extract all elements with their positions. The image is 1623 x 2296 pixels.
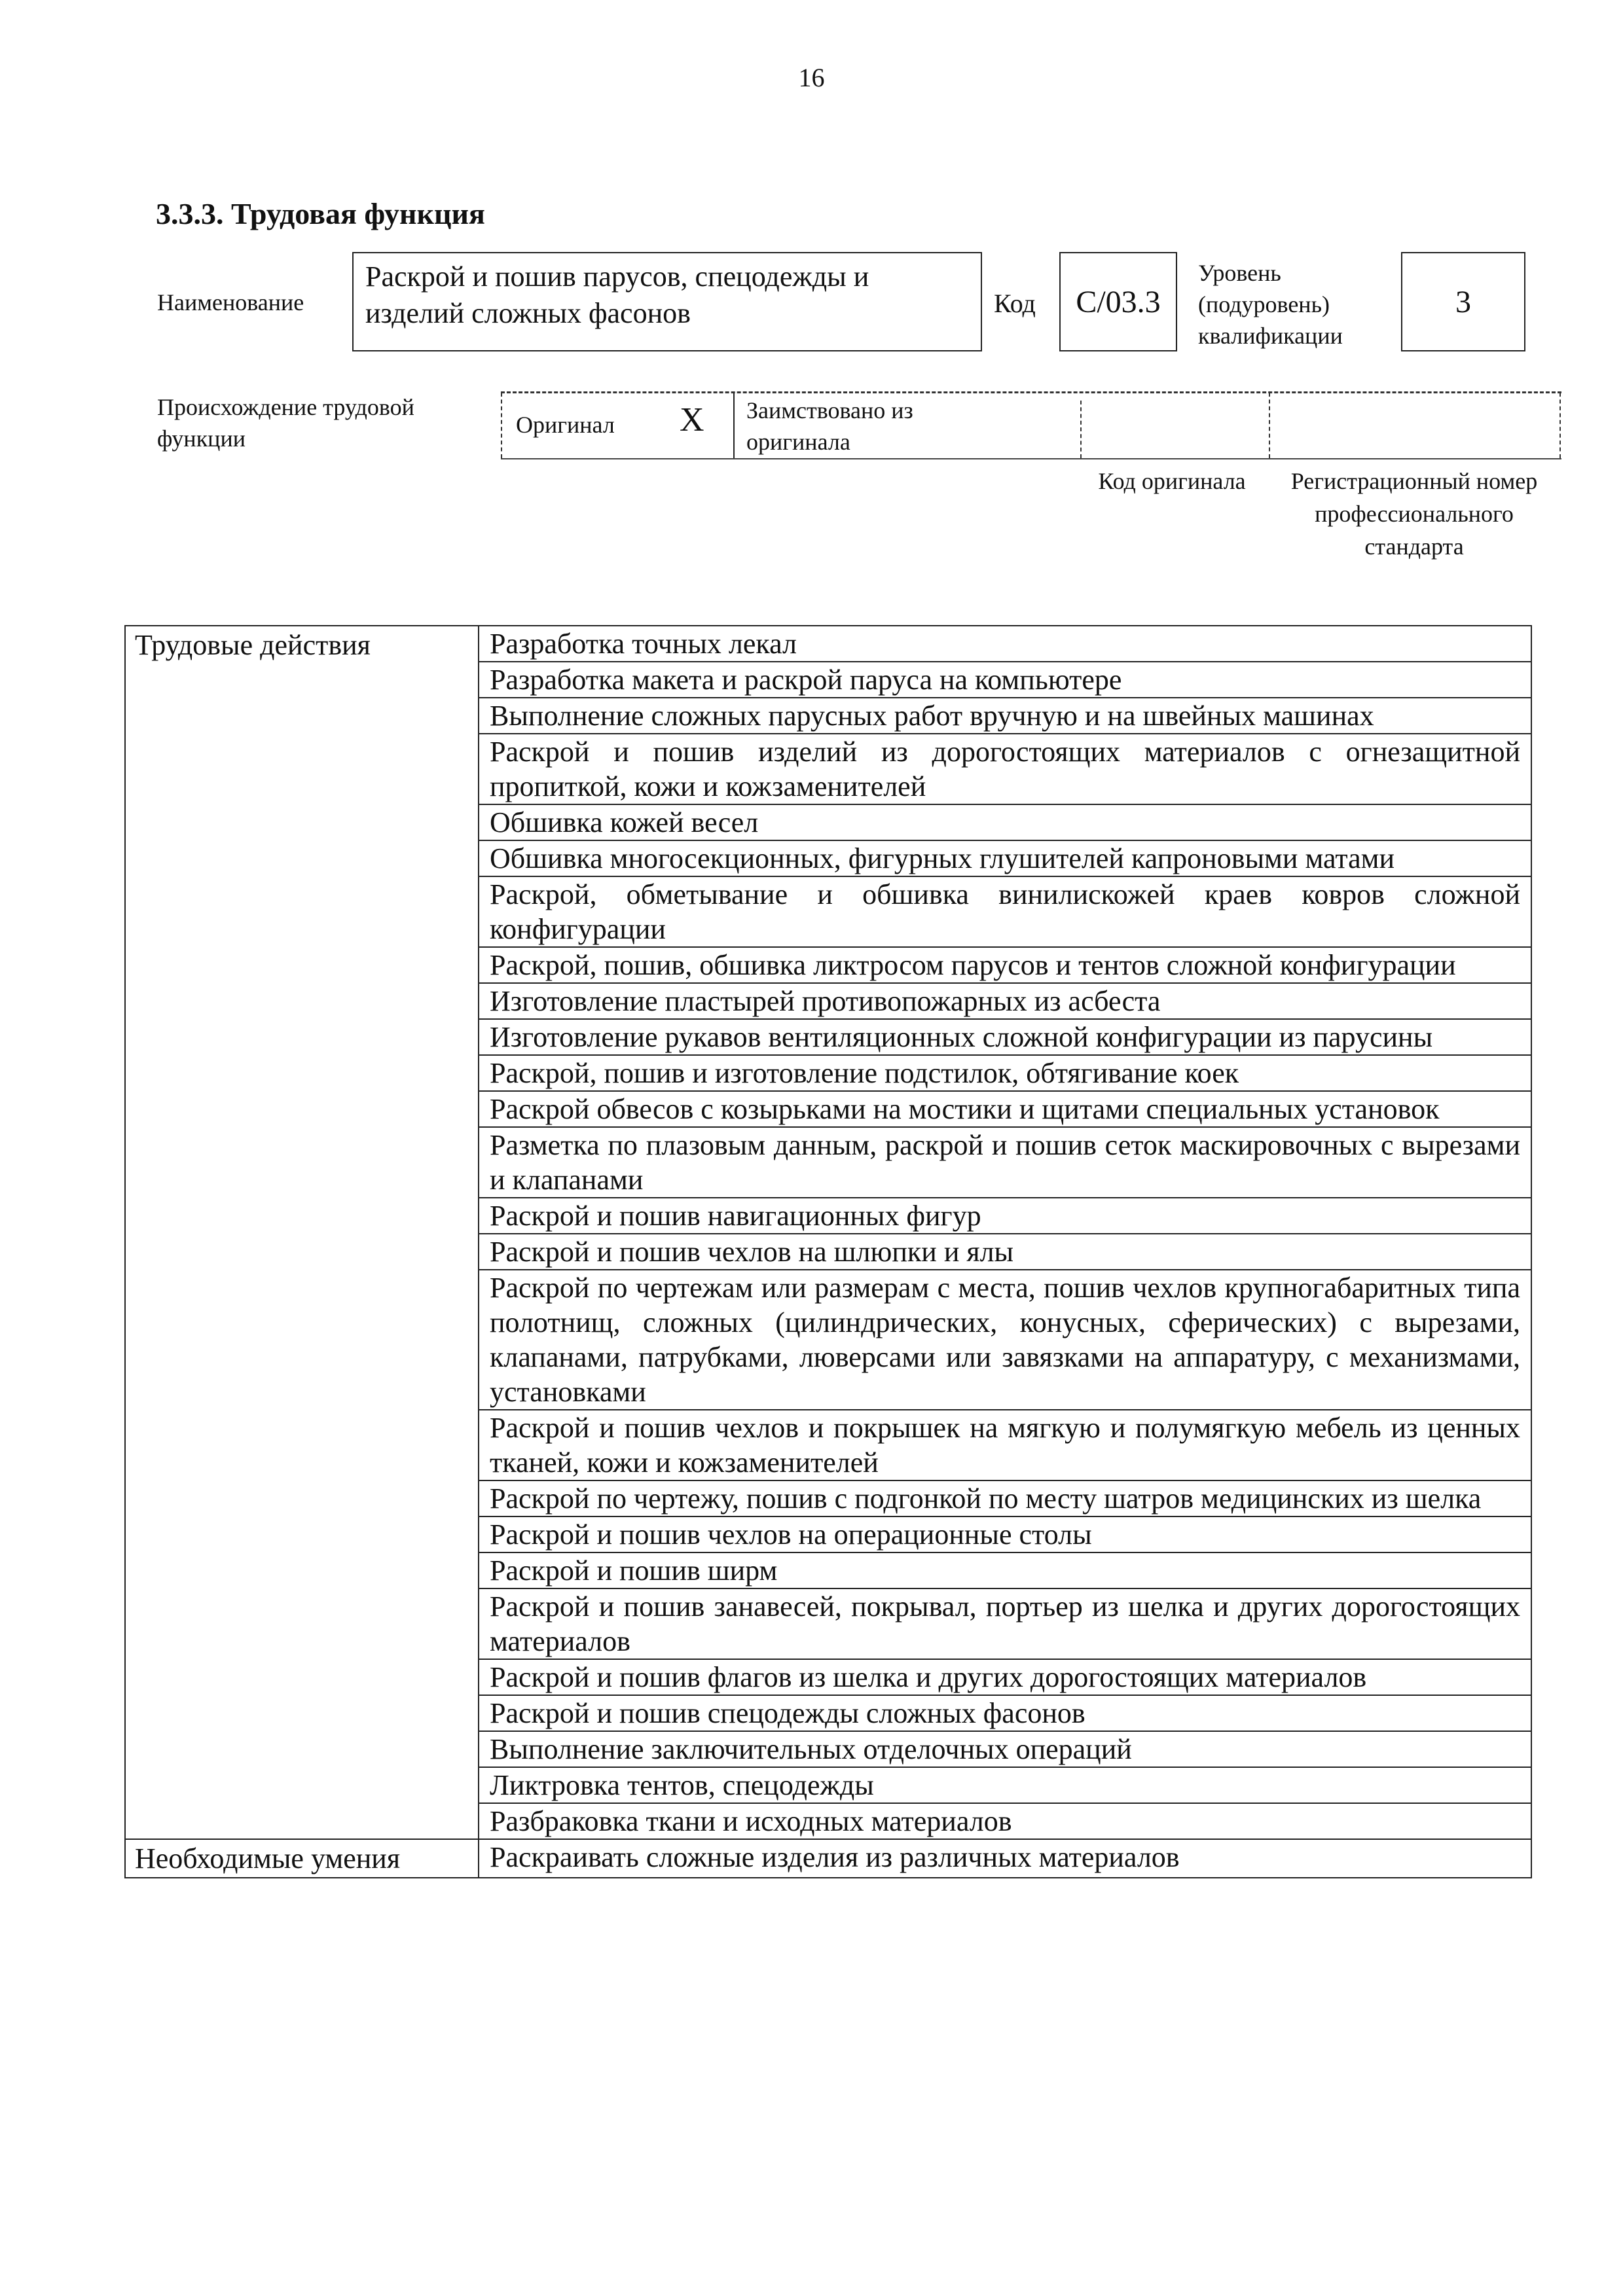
required-skills-item: Раскраивать сложные изделия из различных материалов (479, 1839, 1531, 1878)
labor-actions-item: Раскрой по чертежам или размерам с места, пошив чехлов крупногабаритных типа полотнищ, сложных (цилиндрических, конусных, сферических) с вырезами, клапанами, патрубками, люверсами или завязками на аппаратуру, с механизмами, установками (479, 1270, 1531, 1410)
level-label: Уровень (подуровень) квалификации (1198, 260, 1343, 349)
origin-left-divider (501, 393, 502, 458)
function-name-box (352, 252, 982, 351)
original-code-caption: Код оригинала (1098, 468, 1246, 494)
name-label: Наименование (157, 289, 304, 315)
table-row (125, 626, 1531, 662)
origin-reg-divider (1269, 393, 1270, 458)
original-label: Оригинал (516, 412, 615, 438)
labor-actions-item: Ликтровка тентов, спецодежды (479, 1767, 1531, 1803)
labor-actions-item: Обшивка многосекционных, фигурных глушителей капроновыми матами (479, 840, 1531, 876)
labor-actions-item: Раскрой, пошив, обшивка ликтросом парусов и тентов сложной конфигурации (479, 947, 1531, 983)
labor-actions-item: Раскрой обвесов с козырьками на мостики и щитами специальных установок (479, 1091, 1531, 1127)
labor-actions-item: Раскрой и пошив флагов из шелка и других дорогостоящих материалов (479, 1659, 1531, 1695)
labor-actions-item: Раскрой и пошив спецодежды сложных фасонов (479, 1695, 1531, 1731)
labor-actions-item: Разработка макета и раскрой паруса на компьютере (479, 662, 1531, 698)
origin-right-divider (1559, 393, 1561, 458)
labor-actions-label: Трудовые действия (125, 626, 479, 1839)
labor-actions-item: Раскрой и пошив изделий из дорогостоящих материалов с огнезащитной пропиткой, кожи и кожзаменителей (479, 734, 1531, 804)
reg-number-caption: Регистрационный номер профессионального стандарта (1290, 468, 1538, 560)
function-name-value: Раскрой и пошив парусов, спецодежды и изделий сложных фасонов (365, 260, 869, 329)
code-value: С/03.3 (1076, 284, 1161, 319)
labor-actions-item: Разработка точных лекал (479, 626, 1531, 662)
level-box (1401, 252, 1525, 351)
origin-label: Происхождение трудовой функции (157, 394, 414, 452)
origin-mid-divider (733, 393, 735, 458)
labor-actions-item: Раскрой и пошив ширм (479, 1552, 1531, 1588)
labor-actions-item: Раскрой, пошив и изготовление подстилок, обтягивание коек (479, 1055, 1531, 1091)
original-mark: X (680, 401, 704, 439)
labor-actions-item: Раскрой и пошив чехлов на шлюпки и ялы (479, 1234, 1531, 1270)
code-label: Код (994, 289, 1036, 318)
section-title: 3.3.3. Трудовая функция (156, 197, 485, 230)
labor-actions-item: Раскрой, обметывание и обшивка винилискожей краев ковров сложной конфигурации (479, 876, 1531, 947)
labor-actions-item: Разбраковка ткани и исходных материалов (479, 1803, 1531, 1839)
borrowed-label: Заимствовано из оригинала (746, 397, 913, 455)
labor-actions-item: Разметка по плазовым данным, раскрой и пошив сеток маскировочных с вырезами и клапанами (479, 1127, 1531, 1198)
labor-function-table (124, 625, 1532, 1878)
table-body (125, 626, 1531, 1878)
origin-row-bottom-border (501, 458, 1561, 459)
labor-actions-item: Обшивка кожей весел (479, 804, 1531, 840)
labor-actions-item: Изготовление пластырей противопожарных из асбеста (479, 983, 1531, 1019)
page-number: 16 (798, 63, 825, 92)
level-value: 3 (1455, 284, 1471, 319)
table-row (125, 1839, 1531, 1878)
origin-row-top-border (501, 391, 1561, 393)
required-skills-label: Необходимые умения (125, 1839, 479, 1878)
labor-actions-item: Раскрой и пошив занавесей, покрывал, портьер из шелка и других дорогостоящих материалов (479, 1588, 1531, 1659)
origin-code-divider (1080, 401, 1082, 458)
labor-actions-item: Выполнение заключительных отделочных операций (479, 1731, 1531, 1767)
labor-actions-item: Раскрой и пошив навигационных фигур (479, 1198, 1531, 1234)
labor-actions-item: Раскрой и пошив чехлов и покрышек на мягкую и полумягкую мебель из ценных тканей, кожи и кожзаменителей (479, 1410, 1531, 1480)
labor-actions-item: Раскрой и пошив чехлов на операционные столы (479, 1516, 1531, 1552)
code-box (1059, 252, 1177, 351)
labor-actions-item: Выполнение сложных парусных работ вручную и на швейных машинах (479, 698, 1531, 734)
labor-actions-item: Раскрой по чертежу, пошив с подгонкой по месту шатров медицинских из шелка (479, 1480, 1531, 1516)
labor-actions-item: Изготовление рукавов вентиляционных сложной конфигурации из парусины (479, 1019, 1531, 1055)
